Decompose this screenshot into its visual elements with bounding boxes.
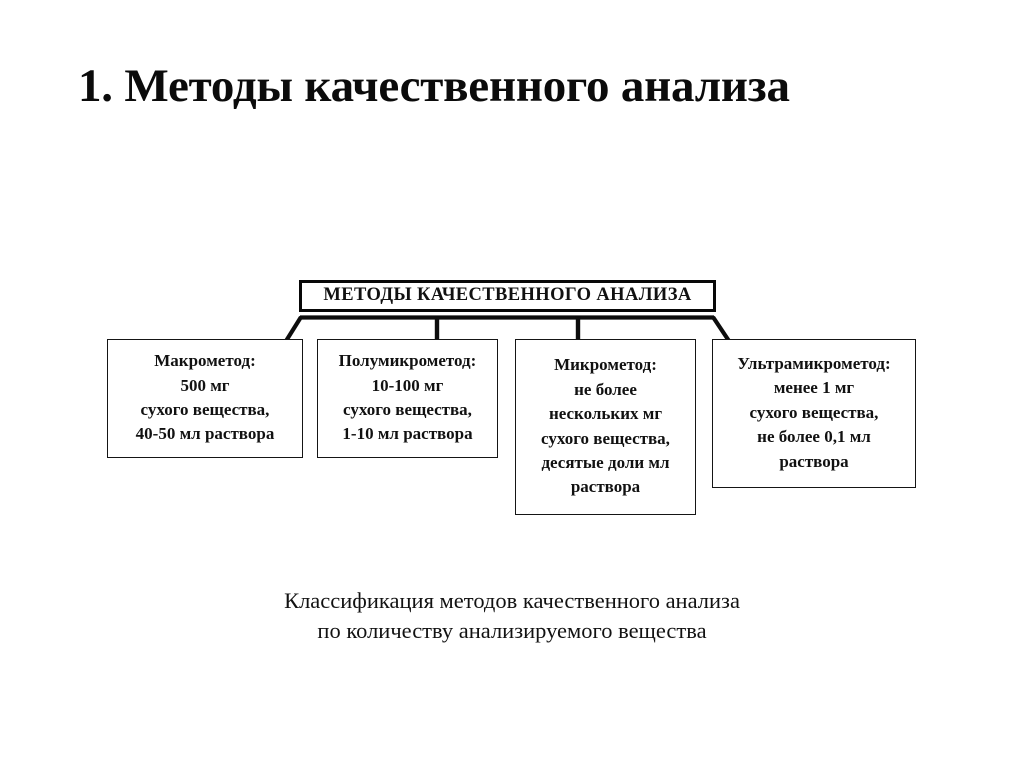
node-micro-line-3: нескольких мг (548, 404, 663, 424)
connector-diagonal-ultramicro (713, 317, 729, 341)
node-micro-line-6: раствора (570, 477, 641, 497)
node-semimicro-line-3: сухого вещества, (343, 400, 472, 419)
diagram-caption (180, 586, 844, 645)
diagram-node-macro (107, 339, 303, 458)
node-root-label: МЕТОДЫ КАЧЕСТВЕННОГО АНАЛИЗА (323, 285, 692, 306)
diagram-node-semimicro (317, 339, 498, 458)
node-macro-line-4: 40-50 мл раствора (135, 424, 275, 444)
connector-diagonal-macro (286, 317, 301, 341)
node-macro-line-3: сухого вещества, (140, 400, 270, 419)
node-ultramicro-line-1: Ультрамикрометод: (737, 353, 891, 373)
node-micro-line-5: десятые доли мл (541, 452, 670, 472)
node-semimicro-line-2: 10-100 мг (371, 375, 444, 395)
node-micro-line-1: Микрометод: (554, 355, 657, 375)
diagram-node-root (299, 280, 716, 312)
node-semimicro-line-4: 1-10 мл раствора (342, 424, 473, 444)
node-micro-line-2: не более (574, 379, 637, 399)
node-semimicro-line-1: Полумикрометод: (338, 351, 477, 371)
caption-line-1: Классификация методов качественного анализа (284, 588, 740, 613)
node-ultramicro-line-4: не более 0,1 мл (757, 427, 871, 447)
node-ultramicro-line-2: менее 1 мг (773, 378, 855, 398)
caption-line-2: по количеству анализируемого вещества (317, 617, 707, 643)
diagram-node-micro (515, 339, 696, 515)
page-title: 1. Методы качественного анализа (78, 60, 790, 112)
node-macro-line-1: Макрометод: (154, 351, 256, 371)
diagram-node-ultramicro (712, 339, 916, 488)
node-ultramicro-line-3: сухого вещества, (749, 402, 879, 422)
node-macro-line-2: 500 мг (180, 375, 230, 395)
node-ultramicro-line-5: раствора (779, 451, 849, 471)
node-micro-line-4: сухого вещества, (541, 428, 670, 448)
